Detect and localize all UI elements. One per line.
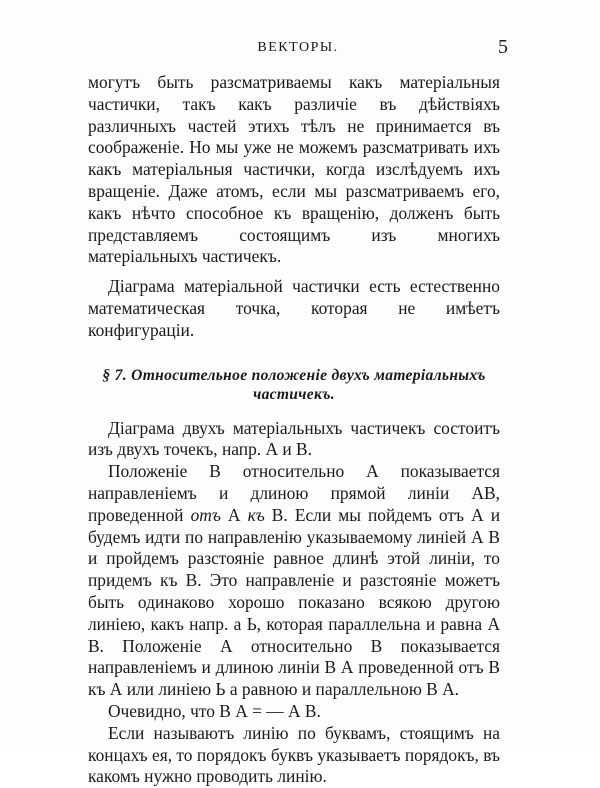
italic-word-to: къ	[247, 504, 265, 525]
italic-word-from: отъ	[190, 504, 221, 525]
paragraph-relative-position	[88, 461, 500, 701]
text-segment: А	[220, 504, 248, 525]
running-title: ВЕКТОРЫ.	[257, 40, 339, 55]
running-header	[88, 38, 508, 62]
paragraph-two-particles: Діаграма двухъ матеріальныхъ частичекъ состоитъ изъ двухъ точекъ, напр. А и В.	[88, 417, 500, 460]
paragraph-diagram-point: Діаграма матеріальной частички есть естественно математическая точка, которая не имѣетъ конфигураціи.	[88, 276, 500, 340]
text-segment: Положеніе В относительно А показывается направленіемъ и длиною прямой линіи АВ, проведенной	[88, 461, 500, 525]
text-segment: В. Если мы пойдемъ отъ А и будемъ идти по направленію указываемому линіей А В и пройдемъ разстояніе равное длинѣ этой линіи, то придемъ къ В. Это направленіе и разстояніе можетъ быть одинаково хорошо показано всякою другою линіею, какъ напр. а Ь, которая параллельна и равна А В. Положеніе А относительно В показывается направленіемъ и длиною линіи В А проведенной отъ В къ А или линіею Ь а равною и параллельною В А.	[88, 504, 501, 700]
page-number: 5	[498, 36, 508, 58]
paragraph-continuation: могутъ быть разсматриваемы какъ матеріальныя частички, такъ какъ различіе въ дѣйствіяхъ различныхъ частей этихъ тѣлъ не принимается въ соображеніе. Но мы уже не можемъ разсматривать ихъ какъ матеріальныя частички, когда изслѣдуемъ ихъ вращеніе. Даже атомъ, если мы разсматриваемъ его, какъ нѣчто способное къ вращенію, долженъ быть представляемъ состоящимъ изъ многихъ матеріальныхъ частичекъ.	[88, 72, 500, 267]
paragraph-letter-order: Если называютъ линію по буквамъ, стоящимъ на концахъ ея, то порядокъ буквъ указываетъ порядокъ, въ какомъ нужно проводить линію.	[88, 722, 500, 787]
body-text	[88, 72, 500, 788]
paragraph-equation: Очевидно, что В А = — А В.	[108, 700, 321, 721]
section-heading: § 7. Относительное положеніе двухъ матеріальныхъ частичекъ.	[102, 366, 486, 403]
